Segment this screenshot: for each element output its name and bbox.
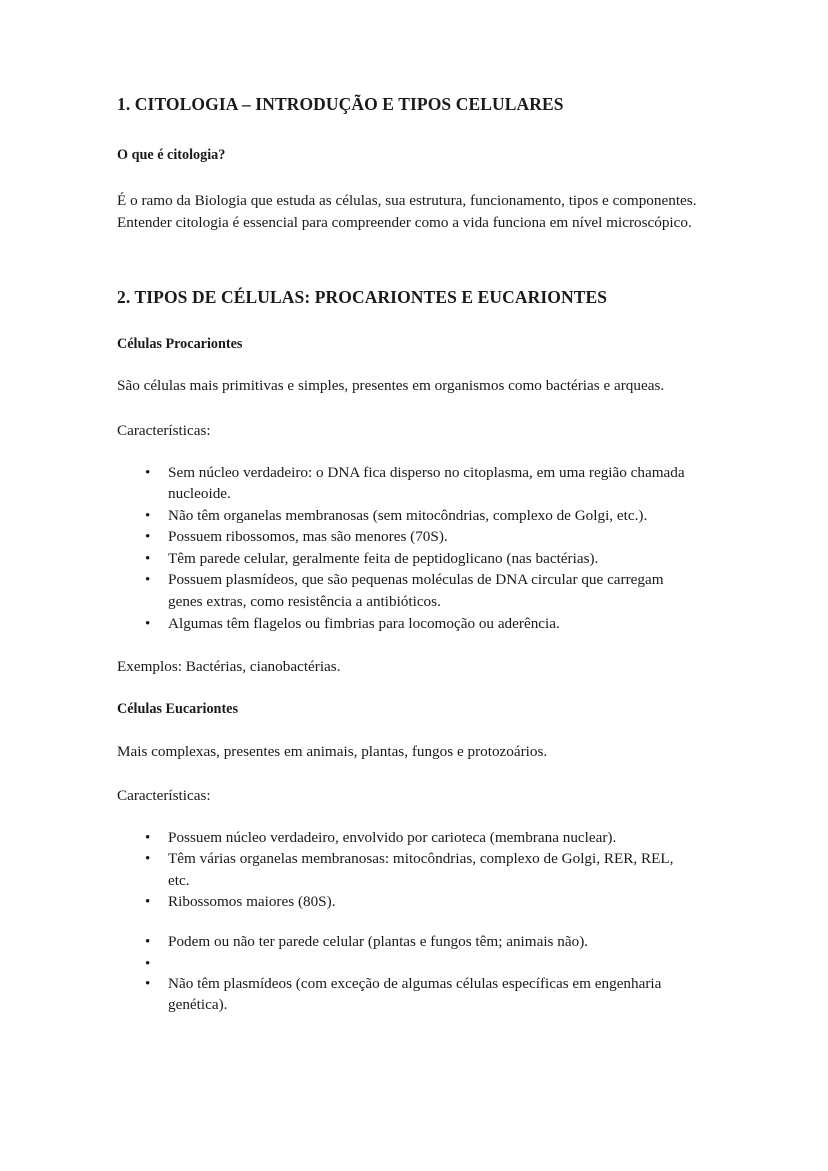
spacer — [117, 913, 697, 931]
list-caracteristicas-eucariontes-parte-2 — [117, 931, 697, 1016]
subheading-celulas-procariontes: Células Procariontes — [117, 336, 243, 353]
paragraph-exemplos-procariontes: Exemplos: Bactérias, cianobactérias. — [117, 658, 341, 676]
section-heading-2: 2. TIPOS DE CÉLULAS: PROCARIONTES E EUCARIONTES — [117, 287, 608, 308]
list-item: • Ribossomos maiores (80S). — [117, 891, 697, 913]
list-item: • Possuem núcleo verdadeiro, envolvido por carioteca (membrana nuclear). — [117, 827, 697, 849]
spacer — [117, 634, 697, 656]
paragraph-eucariontes-intro: Mais complexas, presentes em animais, plantas, fungos e protozoários. — [117, 742, 548, 760]
list-caracteristicas-procariontes — [117, 462, 697, 635]
subheading-o-que-e-citologia: O que é citologia? — [117, 146, 226, 163]
list-item: • Algumas têm flagelos ou fimbrias para locomoção ou aderência. — [117, 613, 697, 635]
paragraph-definicao-citologia: É o ramo da Biologia que estuda as células, sua estrutura, funcionamento, tipos e componentes. Entender citologia é essencial para compreender como a vida funciona em nível microscópico. — [117, 192, 697, 232]
list-item: • Têm várias organelas membranosas: mitocôndrias, complexo de Golgi, RER, REL, etc. — [117, 848, 697, 891]
spacer — [117, 398, 697, 420]
list-item-empty — [117, 953, 697, 973]
spacer — [117, 353, 697, 375]
list-item: • Possuem plasmídeos, que são pequenas moléculas de DNA circular que carregam genes extras, como resistência a antibióticos. — [117, 569, 697, 612]
spacer — [117, 164, 697, 190]
spacer — [117, 678, 697, 700]
spacer — [117, 309, 697, 335]
list-item: • Não têm organelas membranosas (sem mitocôndrias, complexo de Golgi, etc.). — [117, 505, 697, 527]
label-caracteristicas-eucariontes: Características: — [117, 786, 211, 804]
list-item: • Sem núcleo verdadeiro: o DNA fica disperso no citoplasma, em uma região chamada nucleoide. — [117, 462, 697, 505]
list-item: • Têm parede celular, geralmente feita de peptidoglicano (nas bactérias). — [117, 548, 697, 570]
list-item: • Não têm plasmídeos (com exceção de algumas células específicas em engenharia genética). — [117, 973, 697, 1016]
list-caracteristicas-eucariontes-parte-1 — [117, 827, 697, 913]
list-item: • Possuem ribossomos, mas são menores (70S). — [117, 526, 697, 548]
spacer — [117, 442, 697, 462]
spacer — [117, 116, 697, 146]
paragraph-procariontes-intro: São células mais primitivas e simples, presentes em organismos como bactérias e arqueas. — [117, 377, 665, 395]
spacer — [117, 807, 697, 827]
document-body — [117, 93, 697, 1016]
spacer — [117, 234, 697, 286]
section-heading-1: 1. CITOLOGIA – INTRODUÇÃO E TIPOS CELULARES — [117, 94, 564, 114]
spacer — [117, 719, 697, 741]
spacer — [117, 763, 697, 785]
list-item: • Podem ou não ter parede celular (plantas e fungos têm; animais não). — [117, 931, 697, 953]
label-caracteristicas-procariontes: Características: — [117, 421, 211, 439]
subheading-celulas-eucariontes: Células Eucariontes — [117, 701, 238, 718]
